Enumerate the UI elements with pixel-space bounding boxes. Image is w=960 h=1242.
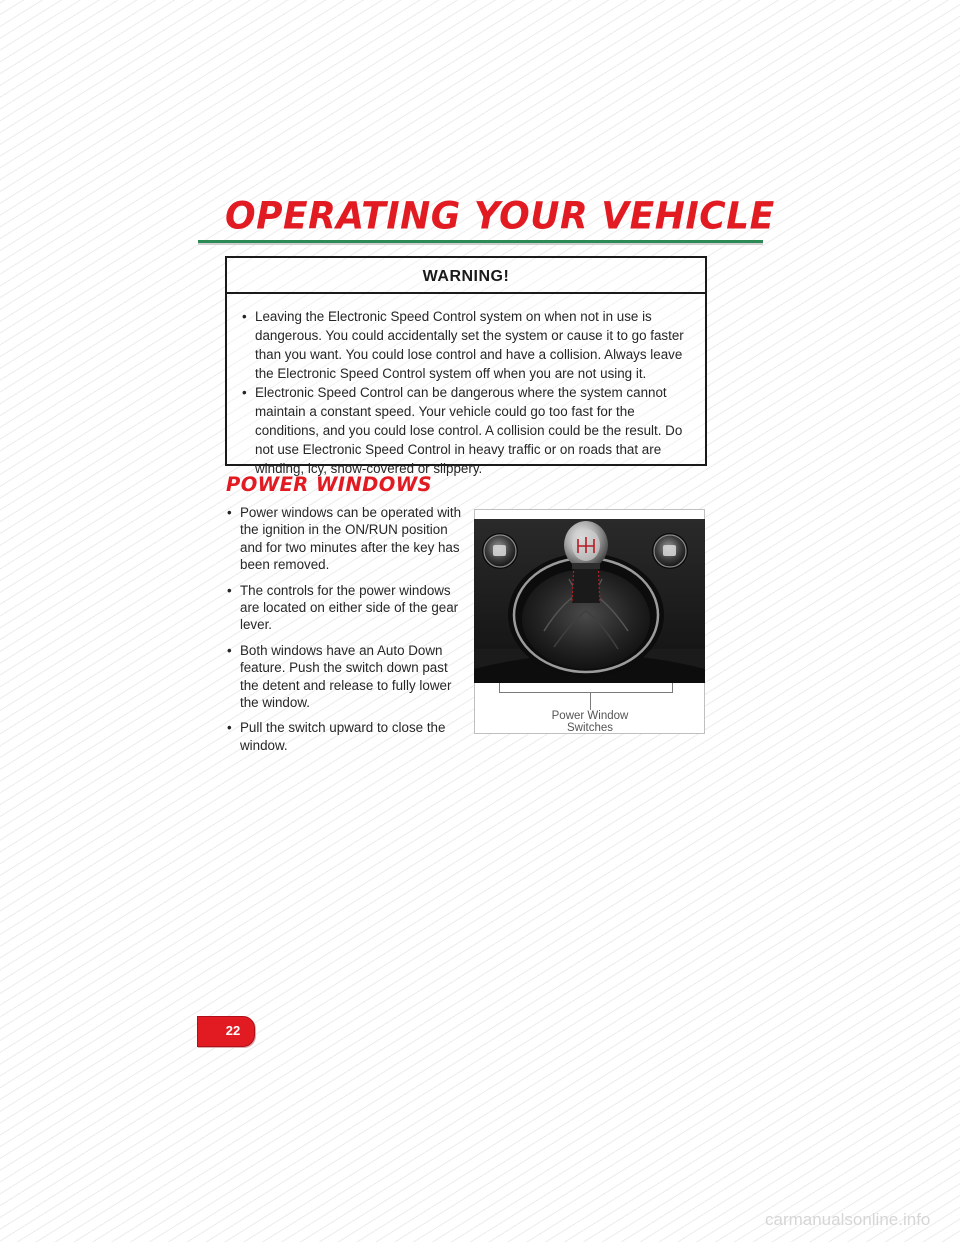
header-rule-shadow (198, 243, 763, 245)
page-header: OPERATING YOUR VEHICLE (225, 194, 775, 239)
callout-bracket (499, 692, 673, 693)
list-item: • Pull the switch upward to close the window. (226, 719, 466, 754)
figure-caption: Power Window Switches (551, 710, 629, 734)
warning-item: • Leaving the Electronic Speed Control system on when not in use is dangerous. You could accidentally set the system or cause it to go faster than you want. You could lose control and have a collision. Always leave the Electronic Speed Control system off when you are not using it. (241, 307, 691, 383)
power-windows-list (226, 504, 466, 762)
section-title: POWER WINDOWS (226, 473, 433, 496)
warning-box (225, 256, 707, 476)
callout-leader (590, 693, 591, 710)
warning-title: WARNING! (227, 258, 705, 294)
warning-item: • Electronic Speed Control can be dangerous where the system cannot maintain a constant speed. Your vehicle could go too fast for the conditions, and you could lose control. A collision could be the result. Do not use Electronic Speed Control in heavy traffic or on roads that are winding, icy, snow-covered or slippery. (241, 383, 691, 478)
list-item: • Both windows have an Auto Down feature. Push the switch down past the detent and release to fully lower the window. (226, 642, 466, 712)
watermark: carmanualsonline.info (765, 1210, 931, 1229)
list-item: • The controls for the power windows are located on either side of the gear lever. (226, 582, 466, 634)
gear-lever-photo (474, 519, 705, 683)
page-number: 22 (225, 1023, 241, 1038)
list-item: • Power windows can be operated with the ignition in the ON/RUN position and for two minutes after the key has been removed. (226, 504, 466, 574)
warning-list (227, 294, 705, 478)
